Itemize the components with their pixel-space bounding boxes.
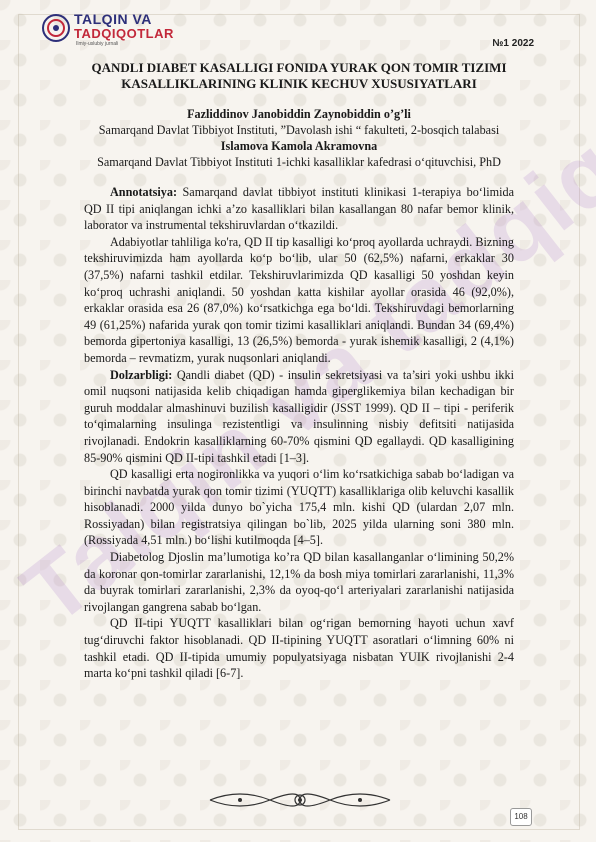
author2-affiliation: Samarqand Davlat Tibbiyot Instituti 1-ichki kasalliklar kafedrasi o‘qituvchisi, PhD	[97, 155, 501, 169]
annotation-text: Samarqand davlat tibbiyot instituti klinikasi 1-terapiya bo‘limida QD II tipi aniqlangan ichki a’zo kasalliklari bilan kasallangan 80 nafar bemor klinik, laborator va instrumental tekshiruvlardan o‘tkazildi.	[84, 185, 514, 233]
article-title: QANDLI DIABET KASALLIGI FONIDA YURAK QON TOMIR TIZIMI KASALLIKLARINING KLINIK KECHUV XUSUSIYATLARI	[91, 60, 507, 91]
logo-title-line2: TADQIQOTLAR	[74, 26, 174, 41]
paragraph-risk: QD II-tipi YUQTT kasalliklari bilan og‘rigan bemorning hayoti uchun xavf tug‘diruvchi faktor hisoblanadi. QD II-tipining YUQTT asoratlari o‘limning 60% ni tashkil etadi. QD II-tipida umumiy populyatsiyaga nisbatan YUIK rivojlanishi 2-4 marta ko‘pni tashkil qiladi [6-7].	[84, 616, 514, 681]
relevance-label: Dolzarbligi:	[110, 367, 173, 382]
annotation-label: Annotatsiya:	[110, 185, 178, 199]
relevance-text: Qandli diabet (QD) - insulin sekretsiyasi va ta’siri yoki ushbu ikki omil nuqsoni natijasida kelib chiqadigan hamda giperglikemiya bilan kechadigan bir guruh moddalar almashinuvi buzilish kasalligidir (JSST 1999). QD II – tipi - periferik to‘qimalarning insulinga rezistentligi va insulinning nisbiy defitsiti natijasida rivojlanadi. Endokrin kasalliklarning 60-70% qismini QD egallaydi. QD kasalligining 85-90% qismini QD II-tipi tashkil etadi [1–3].	[84, 367, 514, 465]
footer-ornament-icon	[200, 786, 400, 814]
logo-title-line1: TALQIN VA	[74, 11, 152, 27]
author2-name	[84, 138, 514, 154]
author2-name-text: Islamova Kamola Akramovna	[220, 139, 378, 153]
relevance-paragraph	[84, 367, 514, 467]
journal-logo	[40, 10, 190, 50]
paragraph-literature: Adabiyotlar tahliliga ko'ra, QD II tip kasalligi ko‘proq ayollarda uchraydi. Bizning tekshiruvimizda ham ayollarda ko‘p bo‘lib, ular 50 (62,5%) nafarni, erkaklar 30 (37,5%) nafarni tashkil etdilar. Tekshiruvlarimizda QD kasalligi 50 yoshdan keyin ko‘proq uchrashi aniqlandi. 50 yoshdan katta kishilar ayollar orasida 46 (92,0%), erkaklar orasida esa 26 (87,0%) ko‘rsatkichga ega bo‘ldi. Tekshiruvdagi bemorlarning 49 (61,25%) nafarida yurak qon tomir tizimi kasalliklari aniqlandi. Bundan 34 (69,4%) bemorda gipertoniya kasalligi, 13 (26,5%) bemorda - yurak ishemik kasalligi, 2 (4,1%) bemorda – revmatizm, yurak nuqsonlari aniqlandi.	[84, 234, 514, 365]
annotation-paragraph	[84, 184, 514, 234]
author1-name	[84, 106, 514, 122]
author1-name-text: Fazliddinov Janobiddin Zaynobiddin o’g’li	[187, 107, 411, 121]
logo-tagline: Ilmiy-uslubiy jurnali	[76, 41, 119, 47]
page-number: 108	[510, 808, 532, 826]
author1-affiliation: Samarqand Davlat Tibbiyot Instituti, ”Davolash ishi “ fakulteti, 2-bosqich talabasi	[98, 123, 500, 137]
issue-number: №1 2022	[492, 38, 534, 49]
paragraph-mortality: QD kasalligi erta nogironlikka va yuqori o‘lim ko‘rsatkichiga sabab bo‘ladigan va birinchi navbatda yurak qon tomir tizimi (YUQTT) kasalliklariga olib keluvchi kasallik hisoblanadi. 2000 yilda dunyo bo`yicha 175,4 mln. kishi QD (ulardan 2,07 mln. Rossiyadan) bilan registratsiya qilingan bo`lib, 2025 yilda ularning soni 380 mln. (Rossiyada 4,51 mln.) bo‘lishi kutilmoqda [4–5].	[84, 467, 514, 548]
paragraph-djoslin: Diabetolog Djoslin ma’lumotiga ko’ra QD bilan kasallanganlar o‘limining 50,2% da koronar qon-tomirlar zararlanishi, 12,1% da bosh miya tomirlari zararlanishi, 11,3% da buyrak tomirlari zararlanishi, 2,3% da oyoq-qo‘l arteriyalari zararlanishi natijasida rivojlangan gangrena sabab bo‘lgan.	[84, 550, 514, 614]
logo-emblem-icon	[40, 10, 72, 50]
article-body	[84, 60, 514, 682]
